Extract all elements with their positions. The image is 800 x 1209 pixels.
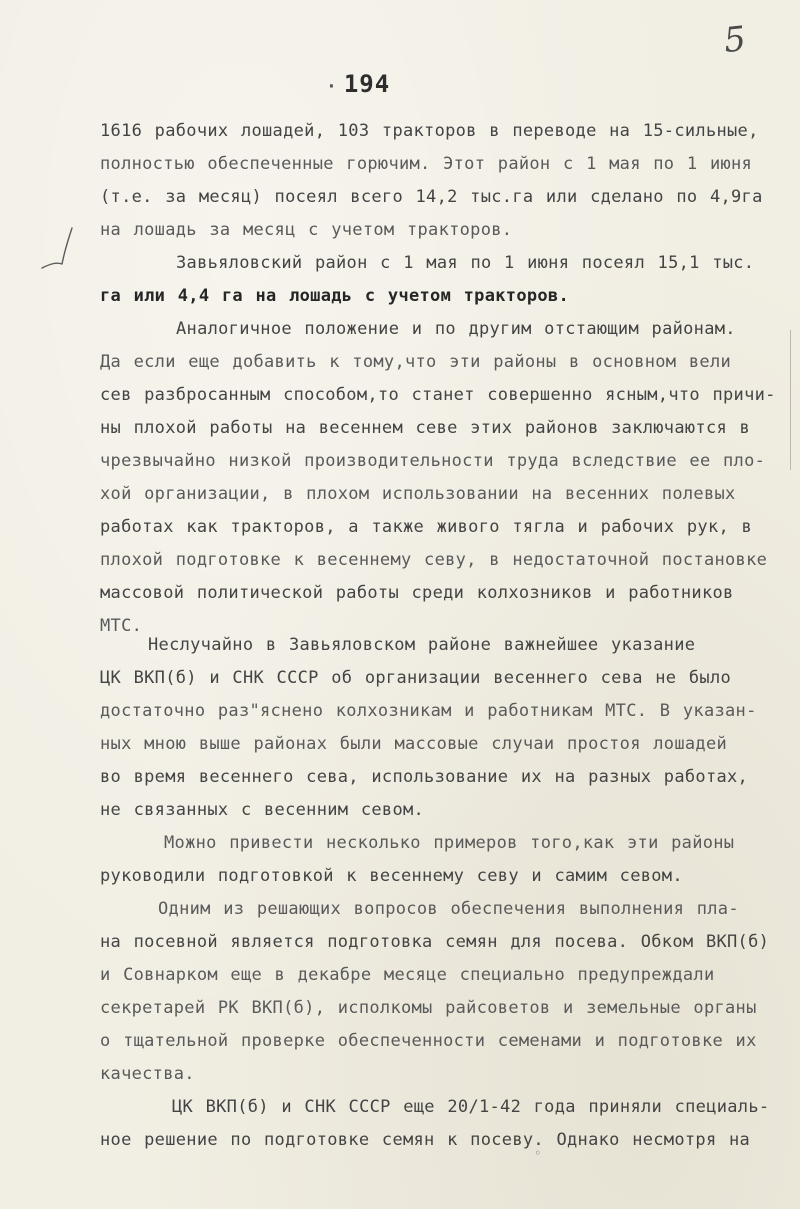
text-line: Аналогичное положение и по другим отстающим районам. bbox=[176, 319, 736, 339]
text-line: на лошадь за месяц с учетом тракторов. bbox=[100, 220, 513, 240]
text-line: секретарей РК ВКП(б), исполкомы райсоветов и земельные органы bbox=[100, 998, 757, 1018]
text-line: полностью обеспеченные горючим. Этот район с 1 мая по 1 июня bbox=[100, 154, 753, 174]
text-line: хой организации, в плохом использовании на весенних полевых bbox=[100, 484, 736, 504]
text-line: (т.е. за месяц) посеял всего 14,2 тыс.га или сделано по 4,9га bbox=[100, 187, 763, 207]
page-number bbox=[326, 70, 390, 98]
text-line: Можно привести несколько примеров того,как эти районы bbox=[164, 833, 735, 853]
text-line: га или 4,4 га на лошадь с учетом тракторов. bbox=[100, 286, 569, 306]
text-line: ное решение по подготовке семян к посеву. Однако несмотря на bbox=[100, 1130, 751, 1150]
page-number-dot: · bbox=[326, 76, 338, 97]
text-line: Да если еще добавить к тому,что эти районы в основном вели bbox=[100, 352, 732, 372]
text-line: сев разбросанным способом,то станет совершенно ясным,что причи- bbox=[100, 385, 776, 405]
text-line: ных мною выше районах были массовые случаи простоя лошадей bbox=[100, 734, 728, 754]
text-line: о тщательной проверке обеспеченности семенами и подготовке их bbox=[100, 1031, 757, 1051]
text-line: ЦК ВКП(б) и СНК СССР об организации весеннего сева не было bbox=[100, 668, 732, 688]
text-line: качества. bbox=[100, 1064, 195, 1084]
text-line: работах как тракторов, а также живого тягла и рабочих рук, в bbox=[100, 517, 753, 537]
text-line: Неслучайно в Завьяловском районе важнейшее указание bbox=[148, 635, 696, 655]
text-line: Завьяловский район с 1 мая по 1 июня посеял 15,1 тыс. bbox=[176, 253, 755, 273]
text-line: на посевной является подготовка семян для посева. Обком ВКП(б) bbox=[100, 932, 770, 952]
text-line: Одним из решающих вопросов обеспечения выполнения пла- bbox=[158, 899, 739, 919]
text-line: достаточно раз"яснено колхозникам и работникам МТС. В указан- bbox=[100, 701, 757, 721]
text-line: во время весеннего сева, использование их на разных работах, bbox=[100, 767, 749, 787]
text-line: ЦК ВКП(б) и СНК СССР еще 20/1-42 года приняли специаль- bbox=[172, 1097, 770, 1117]
text-line: МТС. bbox=[100, 616, 143, 636]
text-line: ны плохой работы на весеннем севе этих районов заключаются в bbox=[100, 418, 751, 438]
text-line: плохой подготовке к весеннему севу, в недостаточной постановке bbox=[100, 550, 768, 570]
paper-speck: ◦ bbox=[534, 1146, 542, 1160]
text-line: не связанных с весенним севом. bbox=[100, 800, 425, 820]
margin-check-mark bbox=[38, 224, 78, 284]
page-number-value: 194 bbox=[343, 70, 391, 98]
text-line: чрезвычайно низкой производительности труда вследствие ее пло- bbox=[100, 451, 766, 471]
archive-sheet-number: 5 bbox=[721, 18, 748, 62]
text-line: массовой политической работы среди колхозников и работников bbox=[100, 583, 734, 603]
text-line: и Совнарком еще в декабре месяце специально предупреждали bbox=[100, 965, 715, 985]
text-line: 1616 рабочих лошадей, 103 тракторов в переводе на 15-сильные, bbox=[100, 121, 759, 141]
text-line: руководили подготовкой к весеннему севу и самим севом. bbox=[100, 866, 683, 886]
margin-rule bbox=[790, 330, 791, 470]
